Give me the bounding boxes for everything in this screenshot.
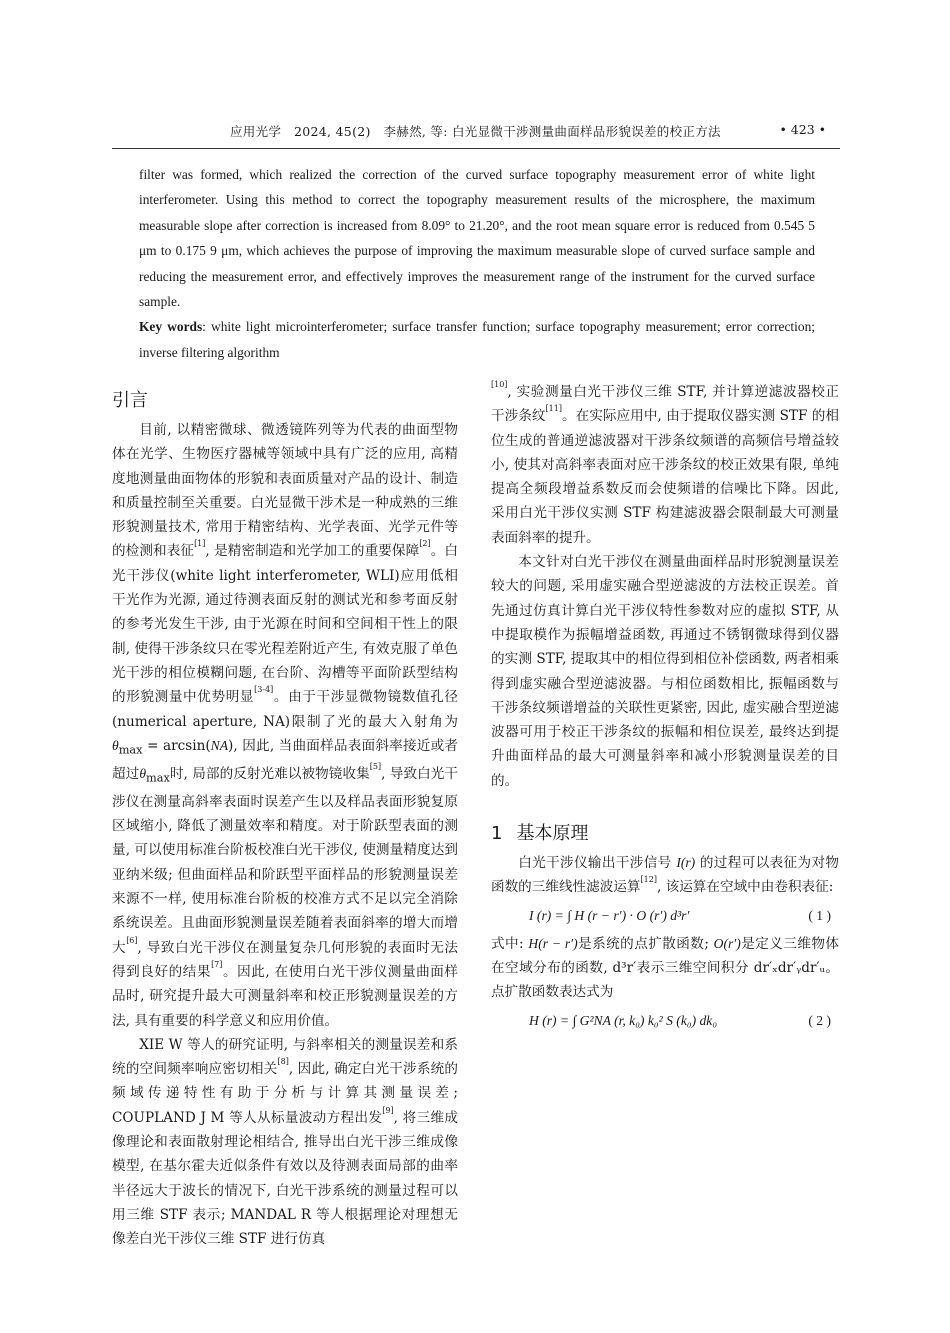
header-journal-info: 应用光学 2024, 45(2) 李赫然, 等: 白光显微干涉测量曲面样品形貌误差的校正方法	[230, 124, 721, 139]
equation-2-number: ( 2 )	[808, 1012, 831, 1028]
intro-paragraph-3: 本文针对白光干涉仪在测量曲面样品时形貌测量误差较大的问题, 采用虚实融合型逆滤波的方法校正误差。首先通过仿真计算白光干涉仪特性参数对应的虚拟 STF, 从中提取模作为振幅增益函数, 再通过不锈钢微球得到仪器的实测 STF, 提取其中的相位得到相位补偿函数, 两者相乘得到虚实融合型逆滤波器。与相位函数相比, 振幅函数与干涉条纹频谱增益的关联性更紧密, 因此, 虚实融合型逆滤波器可用于校正干涉条纹的振幅和相位误差, 最终达到提升曲面样品的最大可测量斜率和减小形貌测量误差的目的。	[491, 554, 839, 789]
citation-8[interactable]: [8]	[277, 1057, 289, 1067]
citation-1[interactable]: [1]	[194, 539, 206, 549]
abstract-continuation	[139, 162, 815, 365]
section-1-paragraph-1: 白光干涉仪输出干涉信号 I(r) 的过程可以表征为对物函数的三维线性滤波运算[12], 该运算在空域中由卷积表征:	[491, 855, 839, 896]
citation-3-4[interactable]: [3-4]	[254, 685, 274, 695]
citation-9[interactable]: [9]	[382, 1105, 394, 1115]
equation-2	[491, 1005, 839, 1037]
left-column	[112, 386, 458, 1252]
citation-12[interactable]: [12]	[640, 875, 657, 885]
intro-paragraph-1: 目前, 以精密微球、微透镜阵列等为代表的曲面型物体在光学、生物医疗器械等领域中具有广泛的应用, 高精度地测量曲面物体的形貌和表面质量对产品的设计、制造和质量控制至关重要。白光显微干涉术是一种成熟的三维形貌测量技术, 常用于精密结构、光学表面、光学元件等的检测和表征[1], 是精密制造和光学加工的重要保障[2]。白光干涉仪(white light interferometer, WLI)应用低相干光作为光源, 通过待测表面反射的测试光和参考面反射的参考光发生干涉, 由于光源在时间和空间相干性上的限制, 使得干涉条纹只在零光程差附近产生, 有效克服了单色光干涉的相位模糊问题, 在台阶、沟槽等平面阶跃型结构的形貌测量中优势明显[3-4]。由于干涉显微物镜数值孔径(numerical aperture, NA)限制了光的最大入射角为$\theta_{max} = \arcsin(NA)$, 因此, 当曲面样品表面斜率接近或者超过$\theta_{max}$时, 局部的反射光难以被物镜收集[5], 导致白光干涉仪在测量高斜率表面时误差产生以及样品表面形貌复原区域缩小, 降低了测量效率和精度。对于阶跃型表面的测量, 可以使用标准台阶板校准白光干涉仪, 使测量精度达到亚纳米级; 但曲面样品和阶跃型平面样品的形貌测量误差来源不一样, 使用标准台阶板的校准方式不足以完全消除系统误差。且曲面形貌测量误差随着表面斜率的增大而增大[6], 导致白光干涉仪在测量复杂几何形貌的表面时无法得到良好的结果[7]。因此, 在使用白光干涉仪测量曲面样品时, 研究提升最大可测量斜率和校正形貌测量误差的方法, 具有重要的科学意义和应用价值。	[112, 422, 459, 1029]
abstract-text: filter was formed, which realized the correction of the curved surface topography measurement error of white light interferometer. Using this method to correct the topography measurement results of the microsphere, the maximum measurable slope after correction is increased from 8.09° to 21.20°, and the root mean square error is reduced from 0.545 5 μm to 0.175 9 μm, which achieves the purpose of improving the maximum measurable slope of curved surface sample and reducing the measurement error, and effectively improves the measurement range of the instrument for the curved surface sample.	[139, 167, 815, 310]
citation-7[interactable]: [7]	[211, 959, 223, 969]
equation-1-formula: I (r) = ∫ H (r − r′) · O (r′) d³r′	[529, 907, 690, 923]
right-column	[491, 380, 839, 1037]
equation-2-formula: H (r) = ∫ G²NA (r, k₀) k₀² S (k₀) dk₀	[529, 1012, 718, 1028]
intro-paragraph-2b: [10], 实验测量白光干涉仪三维 STF, 并计算逆滤波器校正干涉条纹[11]。在实际应用中, 由于提取仪器实测 STF 的相位生成的普通逆滤波器对干涉条纹频谱的高频信号增益较小, 使其对高斜率表面对应干涉条纹的校正效果有限, 单纯提高全频段增益系数反而会使频谱的信噪比下降。因此, 采用白光干涉仪实测 STF 构建滤波器会限制最大可测量表面斜率的提升。	[491, 380, 839, 546]
citation-2[interactable]: [2]	[419, 539, 431, 549]
running-header	[112, 118, 840, 149]
keywords-label: Key words	[139, 319, 203, 335]
citation-5[interactable]: [5]	[369, 761, 382, 771]
keywords-text: : white light microinterferometer; surface transfer function; surface topography measurement; error correction; inverse filtering algorithm	[139, 319, 815, 360]
citation-11[interactable]: [11]	[545, 404, 562, 414]
equation-1	[491, 900, 839, 932]
intro-paragraph-2a: XIE W 等人的研究证明, 与斜率相关的测量误差和系统的空间频率响应密切相关[8], 因此, 确定白光干涉系统的频域传递特性有助于分析与计算其测量误差; COUPLAND J M 等人从标量波动方程出发[9], 将三维成像理论和表面散射理论相结合, 推导出白光干涉三维成像模型, 在基尔霍夫近似条件有效以及待测表面局部的曲率半径远大于波长的情况下, 白光干涉系统的测量过程可以用三维 STF 表示; MANDAL R 等人根据理论对理想无像差白光干涉仪三维 STF 进行仿真	[112, 1036, 458, 1248]
keywords-line	[139, 314, 815, 365]
section-1-paragraph-2: 式中: H(r − r′)是系统的点扩散函数; O(r′)是定义三维物体在空域分布的函数, d³r′表示三维空间积分 dr′ₓdr′ᵧdr′ᵤ。点扩散函数表达式为	[491, 935, 839, 1001]
citation-6[interactable]: [6]	[126, 935, 138, 945]
equation-1-number: ( 1 )	[808, 907, 831, 923]
intro-heading: 引言	[112, 390, 148, 411]
citation-10[interactable]: [10]	[491, 380, 508, 389]
section-1-heading: 1 基本原理	[491, 823, 589, 845]
page-number: • 423 •	[779, 122, 826, 137]
